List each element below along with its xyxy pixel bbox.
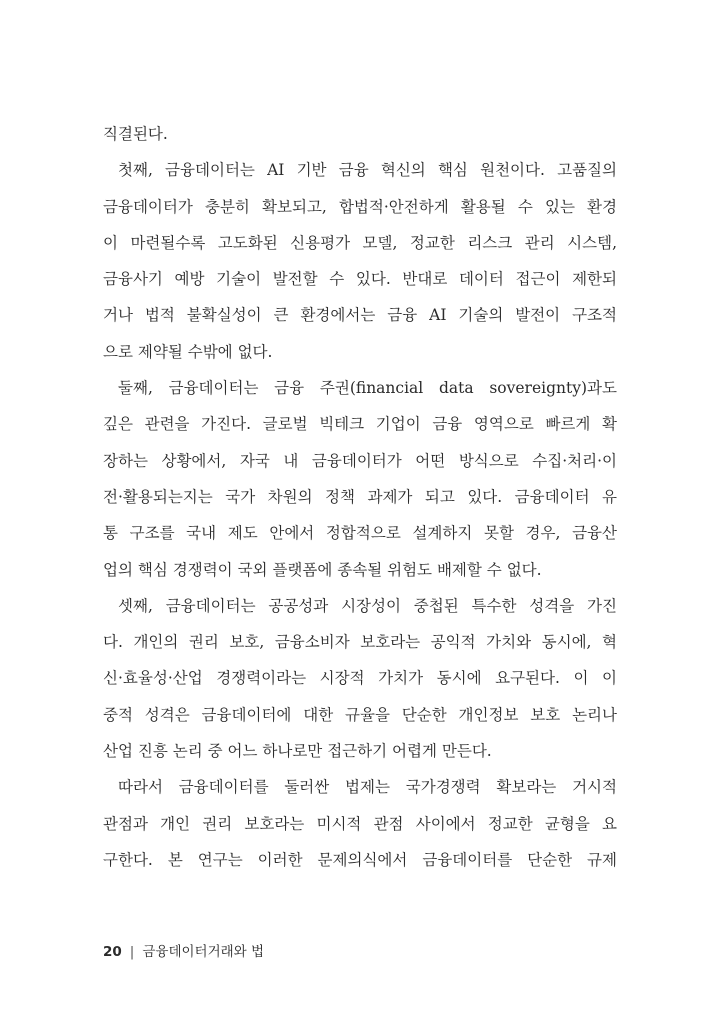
text-line: 산업 진흥 논리 중 어느 하나로만 접근하기 어렵게 만든다.: [103, 742, 492, 761]
page-footer: [103, 940, 264, 960]
text-line: 직결된다.: [103, 125, 168, 143]
text-line: 셋째, 금융데이터는 공공성과 시장성이 중첩된 특수한 성격을 가진: [118, 596, 617, 615]
text-line: 둘째, 금융데이터는 금융 주권(financial data sovereignty)과도: [118, 379, 617, 398]
text-line: 관점과 개인 권리 보호라는 미시적 관점 사이에서 정교한 균형을 요: [103, 814, 617, 833]
text-line: 으로 제약될 수밖에 없다.: [103, 342, 273, 361]
text-line: 전·활용되는지는 국가 차원의 정책 과제가 되고 있다. 금융데이터 유: [103, 487, 617, 506]
text-line: 통 구조를 국내 제도 안에서 정합적으로 설계하지 못할 경우, 금융산: [103, 524, 617, 543]
body-text: [103, 116, 617, 878]
text-line: 깊은 관련을 가진다. 글로벌 빅테크 기업이 금융 영역으로 빠르게 확: [103, 415, 617, 434]
text-line: 첫째, 금융데이터는 AI 기반 금융 혁신의 핵심 원천이다. 고품질의: [118, 161, 617, 180]
text-line: 거나 법적 불확실성이 큰 환경에서는 금융 AI 기술의 발전이 구조적: [103, 306, 617, 325]
text-line: 금융사기 예방 기술이 발전할 수 있다. 반대로 데이터 접근이 제한되: [103, 270, 617, 289]
text-line: 구한다. 본 연구는 이러한 문제의식에서 금융데이터를 단순한 규제: [103, 850, 617, 869]
text-line: 금융데이터가 충분히 확보되고, 합법적·안전하게 활용될 수 있는 환경: [103, 197, 617, 216]
page-number: 20: [103, 944, 122, 960]
text-line: 신·효율성·산업 경쟁력이라는 시장적 가치가 동시에 요구된다. 이 이: [103, 669, 617, 688]
text-line: 장하는 상황에서, 자국 내 금융데이터가 어떤 방식으로 수집·처리·이: [103, 451, 617, 470]
text-line: 다. 개인의 권리 보호, 금융소비자 보호라는 공익적 가치와 동시에, 혁: [103, 633, 617, 652]
text-line: 이 마련될수록 고도화된 신용평가 모델, 정교한 리스크 관리 시스템,: [103, 233, 617, 252]
footer-separator: |: [129, 944, 135, 960]
book-title: 금융데이터거래와 법: [142, 944, 265, 960]
text-line: 중적 성격은 금융데이터에 대한 규율을 단순한 개인정보 보호 논리나: [103, 705, 617, 724]
text-line: 업의 핵심 경쟁력이 국외 플랫폼에 종속될 위험도 배제할 수 없다.: [103, 560, 542, 579]
text-line: 따라서 금융데이터를 둘러싼 법제는 국가경쟁력 확보라는 거시적: [118, 778, 617, 797]
